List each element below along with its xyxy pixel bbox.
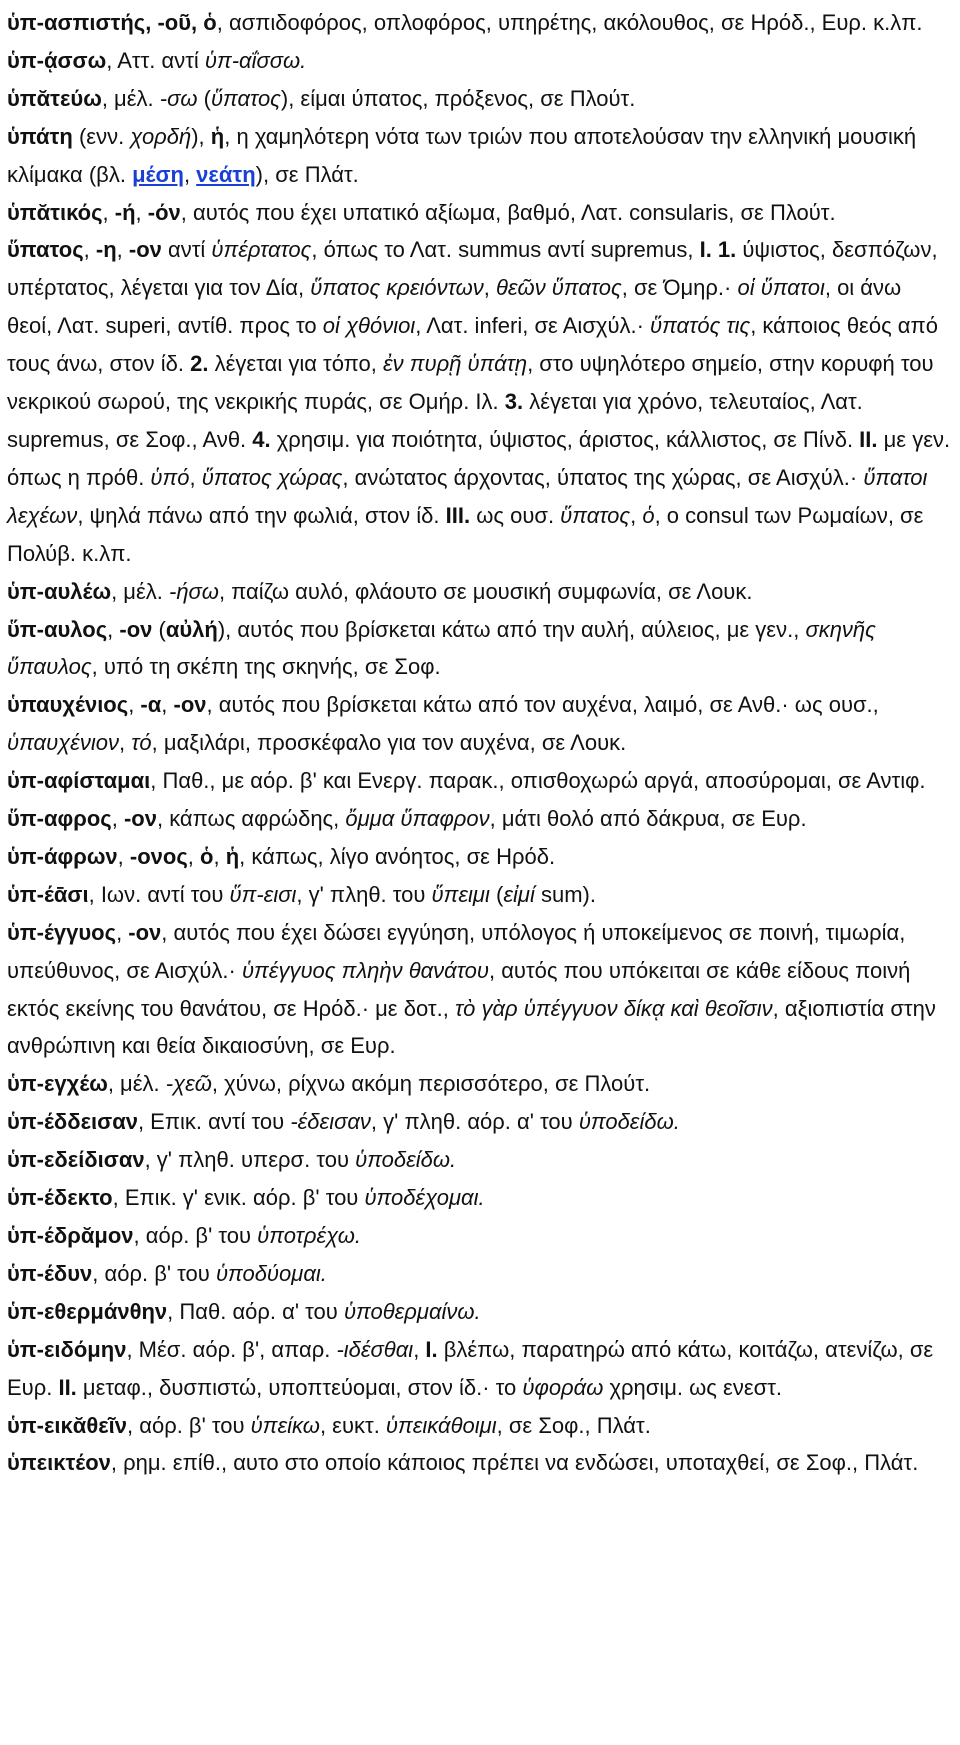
entry-italic-text: οἱ χθόνιοι xyxy=(322,313,416,339)
entry-bold-text: -ον xyxy=(123,806,157,832)
entry-text: , xyxy=(213,843,226,869)
dictionary-entry xyxy=(7,1331,952,1407)
entry-italic-text: -χεῶ xyxy=(165,1071,212,1097)
entry-bold-text: 4. xyxy=(252,426,271,452)
entry-text: , χύνω, ρίχνω ακόμη περισσότερο, σε Πλούτ. xyxy=(211,1071,651,1097)
entry-italic-text: ὄμμα ὕπαφρον xyxy=(345,806,490,832)
entry-text: χρησιμ. ως ενεστ. xyxy=(603,1374,783,1400)
entry-italic-text: ὑποδύομαι. xyxy=(215,1260,327,1286)
entry-text: , κάπως αφρώδης, xyxy=(156,806,346,832)
entry-headword: ὑπ-έδρᾰμον xyxy=(7,1223,134,1248)
entry-italic-text: τό xyxy=(131,730,152,756)
entry-headword: ὑπ-ασπιστής, -οῦ, ὁ xyxy=(7,10,217,35)
entry-text: , ο consul των Ρωμαίων, σε Πολύβ. κ.λπ. xyxy=(7,502,924,566)
entry-headword: ὑπ-έᾱσι xyxy=(7,881,89,907)
entry-italic-text: ὑπείκω xyxy=(250,1412,320,1438)
entry-headword: ὕπ-αυλος xyxy=(7,616,108,642)
entry-bold-text: 3. xyxy=(504,389,524,415)
dictionary-entry xyxy=(7,800,952,838)
entry-italic-text: ὑποδείδω. xyxy=(578,1109,680,1135)
entry-text: , μέλ. xyxy=(111,578,169,604)
entry-text: , παίζω αυλό, φλάουτο σε μουσική συμφωνία, σε Λουκ. xyxy=(218,578,753,604)
entry-text: , μέλ. xyxy=(101,85,160,111)
entry-text: , xyxy=(111,806,124,832)
entry-italic-text: ὑποτρέχω. xyxy=(257,1223,361,1248)
entry-text: , αόρ. β' του xyxy=(127,1412,251,1438)
dictionary-entry xyxy=(7,1293,952,1331)
entry-italic-text: ὑπό xyxy=(150,464,190,490)
entry-headword: ὑπᾰτικός xyxy=(7,199,103,225)
entry-bold-text: I. 1. xyxy=(699,237,737,263)
entry-italic-text: ὕπατός τις xyxy=(650,313,751,339)
entry-text: , xyxy=(187,843,201,869)
entry-text: βλέπω, παρατηρώ από κάτω, κοιτάζω, ατενίζω, σε Ευρ. xyxy=(7,1336,934,1400)
entry-bold-text: -ον xyxy=(173,692,207,718)
entry-text: , μαξιλάρι, προσκέφαλο για τον αυχένα, σε Λουκ. xyxy=(151,730,627,756)
entry-text: , xyxy=(116,919,129,945)
entry-text: , Λατ. inferi, σε Αισχύλ.· xyxy=(415,313,651,339)
entry-text: λέγεται για χρόνο, τελευταίος, Λατ. supremus, σε Σοφ., Ανθ. xyxy=(7,389,863,452)
entry-text: , γ' πληθ. του xyxy=(296,881,432,907)
entry-bold-text: -ή xyxy=(114,199,136,225)
entry-headword: ὑπάτη xyxy=(7,123,73,149)
entry-text: μεταφ., δυσπιστώ, υποπτεύομαι, στον ίδ.· το xyxy=(76,1374,523,1400)
entry-italic-text: ὑπ-αΐσσω. xyxy=(204,47,307,73)
entry-italic-text: ὕπατος xyxy=(560,502,631,528)
entry-italic-text: -ιδέσθαι xyxy=(336,1336,414,1362)
entry-text: , xyxy=(118,730,132,756)
entry-text: , xyxy=(630,502,643,528)
entry-italic-text: -ήσω xyxy=(169,578,219,604)
entry-text: ως ουσ. xyxy=(470,502,561,528)
entry-italic-text: ὑπεικάθοιμι xyxy=(385,1412,497,1438)
entry-text: , κάποιος θεός από τους άνω, στον ίδ. xyxy=(7,313,938,377)
entry-text: , οι άνω θεοί, Λατ. superi, αντίθ. προς το xyxy=(7,275,902,339)
entry-text: , γ' πληθ. αόρ. α' του xyxy=(370,1109,579,1135)
entry-text: χρησιμ. για ποιότητα, ύψιστος, άριστος, κάλλιστος, σε Πίνδ. xyxy=(270,426,860,452)
entry-headword: ὕπατος xyxy=(7,237,84,263)
entry-bold-text: -όν xyxy=(147,199,181,225)
cross-reference-link[interactable]: νεάτη xyxy=(196,161,256,187)
entry-text: , xyxy=(117,843,130,869)
entry-headword: ὑπ-ειδόμην xyxy=(7,1336,127,1362)
entry-bold-text: I. xyxy=(425,1336,438,1362)
entry-text: , σε Σοφ., Πλάτ. xyxy=(496,1412,651,1438)
entry-text: ύψιστος, δεσπόζων, υπέρτατος, λέγεται για τον Δία, xyxy=(7,237,938,301)
entry-text: , κάπως, λίγο ανόητος, σε Ηρόδ. xyxy=(239,843,556,869)
entry-italic-text: ἐν πυρῇ ὑπάτῃ xyxy=(383,351,528,377)
entry-bold-text: III. xyxy=(445,502,471,528)
entry-italic-text: ὕπατος χώρας xyxy=(201,464,343,490)
entry-headword: ὑπ-εδείδισαν xyxy=(7,1147,145,1173)
entry-headword: ὑπ-εικᾰθεῖν xyxy=(7,1412,128,1438)
entry-text: , xyxy=(116,237,129,263)
entry-text: , υπό τη σκέπη της σκηνής, σε Σοφ. xyxy=(91,654,441,680)
entry-text: , ψηλά πάνω από την φωλιά, στον ίδ. xyxy=(77,502,446,528)
entry-italic-text: ὑφοράω xyxy=(522,1374,604,1400)
dictionary-entry xyxy=(7,1179,952,1217)
entry-headword: ὑπ-ᾴσσω xyxy=(7,47,107,73)
entry-text: , μέλ. xyxy=(107,1071,166,1097)
entry-headword: ὑπ-έδυν xyxy=(7,1260,93,1286)
entry-bold-text: II. xyxy=(58,1374,77,1400)
dictionary-entry xyxy=(7,762,952,800)
entry-italic-text: ὑποδείδω. xyxy=(355,1147,457,1173)
entry-text: , ασπιδοφόρος, οπλοφόρος, υπηρέτης, ακόλουθος, σε Ηρόδ., Ευρ. κ.λπ. xyxy=(216,10,923,35)
entry-text: λέγεται για τόπο, xyxy=(208,351,384,377)
entry-text: , xyxy=(135,199,148,225)
entry-italic-text: τὸ γὰρ ὑπέγγυον δίκᾳ καὶ θεοῖσιν xyxy=(454,995,773,1021)
entry-headword: ὑπ-έδδεισαν xyxy=(7,1109,138,1135)
entry-bold-text: ἡ xyxy=(210,123,225,149)
entry-bold-text: -ον xyxy=(119,616,153,642)
entry-bold-text: -ονος xyxy=(129,843,188,869)
entry-text: ( xyxy=(197,85,211,111)
dictionary-entry xyxy=(7,1217,952,1255)
entry-text: , μάτι θολό από δάκρυα, σε Ευρ. xyxy=(489,806,807,832)
dictionary-entry xyxy=(7,4,952,42)
entry-headword: ὑπαυχένιος xyxy=(7,692,129,718)
dictionary-entry xyxy=(7,876,952,914)
entry-text: , xyxy=(413,1336,426,1362)
entry-italic-text: -σω xyxy=(159,85,198,111)
entry-text: , αυτός που υπόκειται σε κάθε είδους ποινή εκτός εκείνης του θανάτου, σε Ηρόδ.· με δοτ., xyxy=(7,957,911,1021)
entry-text: ), xyxy=(191,123,211,149)
entry-italic-text: θεῶν ὕπατος xyxy=(495,275,622,301)
entry-text: , ευκτ. xyxy=(319,1412,386,1438)
entry-text: ), σε Πλάτ. xyxy=(255,161,359,187)
entry-text: , xyxy=(128,692,141,718)
entry-italic-text: εἰμί xyxy=(503,881,535,907)
entry-headword: ὑπ-εγχέω xyxy=(7,1071,108,1097)
entry-text: , xyxy=(83,237,96,263)
dictionary-entry xyxy=(7,573,952,611)
entry-text: , Παθ. αόρ. α' του xyxy=(167,1298,344,1324)
dictionary-entry xyxy=(7,42,952,80)
entry-headword: ὑπ-εθερμάνθην xyxy=(7,1298,168,1324)
entry-text: , Μέσ. αόρ. β', απαρ. xyxy=(126,1336,337,1362)
entry-headword: ὑπ-αφίσταμαι xyxy=(7,768,151,794)
entry-italic-text: ὑποδέχομαι. xyxy=(364,1185,485,1211)
entry-text: , αόρ. β' του xyxy=(92,1260,216,1286)
dictionary-entry xyxy=(7,1103,952,1141)
dictionary-entry xyxy=(7,1444,952,1482)
entry-italic-text: ὑπέγγυος πληὴν θανάτου xyxy=(241,957,489,983)
entry-bold-text: ἡ xyxy=(225,843,240,869)
dictionary-entry xyxy=(7,80,952,118)
entry-text: , αυτός που έχει υπατικό αξίωμα, βαθμό, Λατ. consularis, σε Πλούτ. xyxy=(180,199,836,225)
entry-text: , η χαμηλότερη νότα των τριών που αποτελούσαν την ελληνική μουσική κλίμακα (βλ. xyxy=(7,123,917,187)
entry-text: (ενν. xyxy=(72,123,131,149)
entry-bold-text: -η xyxy=(95,237,117,263)
dictionary-entry xyxy=(7,838,952,876)
entry-italic-text: ὁ xyxy=(642,502,655,528)
entry-text: ( xyxy=(489,881,504,907)
entry-text: , γ' πληθ. υπερσ. του xyxy=(144,1147,356,1173)
entry-text: , xyxy=(483,275,496,301)
entry-text: ), αυτός που βρίσκεται κάτω από την αυλή, αύλειος, με γεν., xyxy=(217,616,806,642)
entry-bold-text: 2. xyxy=(190,351,209,377)
entry-bold-text: -ον xyxy=(128,237,162,263)
entry-italic-text: -έδεισαν xyxy=(290,1109,371,1135)
entry-text: , αυτός που έχει δώσει εγγύηση, υπόλογος ή υποκείμενος σε ποινή, τιμωρία, υπεύθυνος, σε Αισχύλ.· xyxy=(7,919,906,983)
entry-text: , xyxy=(189,464,202,490)
entry-text: , ανώτατος άρχοντας, ύπατος της χώρας, σε Αισχύλ.· xyxy=(342,464,864,490)
entry-text: , Επικ. γ' ενικ. αόρ. β' του xyxy=(112,1185,365,1211)
entry-italic-text: ὕπατος xyxy=(210,85,281,111)
entry-text: , xyxy=(183,161,197,187)
entry-text: , στο υψηλότερο σημείο, στην κορυφή του νεκρικού σωρού, της νεκρικής πυράς, σε Ομήρ. Ιλ. xyxy=(7,351,934,415)
dictionary-entry xyxy=(7,914,952,1066)
entry-headword: ὑπ-έδεκτο xyxy=(7,1185,113,1211)
entry-italic-text: ὕπ-εισι xyxy=(229,881,297,907)
dictionary-entry xyxy=(7,118,952,194)
entry-bold-text: -α xyxy=(140,692,162,718)
entry-italic-text: ὕπατος κρειόντων xyxy=(310,275,484,301)
entry-text: , αυτός που βρίσκεται κάτω από τον αυχένα, λαιμό, σε Ανθ.· ως ουσ., xyxy=(206,692,879,718)
entry-text: με γεν. όπως η πρόθ. xyxy=(7,426,951,490)
entry-text: , Επικ. αντί του xyxy=(137,1109,291,1135)
entry-text: αντί xyxy=(161,237,212,263)
entry-headword: ὑπ-αυλέω xyxy=(7,578,112,604)
entry-text: , xyxy=(102,199,115,225)
dictionary-entry xyxy=(7,194,952,232)
entry-text: , σε Όμηρ.· xyxy=(621,275,738,301)
entry-italic-text: ὕπειμι xyxy=(431,881,490,907)
dictionary-entry xyxy=(7,1065,952,1103)
entry-text: , xyxy=(107,616,120,642)
cross-reference-link[interactable]: μέση xyxy=(132,161,184,187)
entry-headword: ὕπ-αφρος xyxy=(7,806,112,832)
entry-text: , Παθ., με αόρ. β' και Ενεργ. παρακ., οπισθοχωρώ αργά, αποσύρομαι, σε Αντιφ. xyxy=(150,768,926,794)
entry-headword: ὑπᾰτεύω xyxy=(7,85,102,111)
entry-bold-text: II. xyxy=(859,426,878,452)
entry-headword: ὑπ-έγγυος xyxy=(7,919,117,945)
entry-bold-text: ὁ xyxy=(200,843,214,869)
entry-text: , xyxy=(161,692,174,718)
entry-italic-text: σκηνῆς ὕπαυλος xyxy=(7,616,876,680)
entry-text: , Αττ. αντί xyxy=(106,47,205,73)
entry-text: , Ιων. αντί του xyxy=(88,881,230,907)
entry-text: , ρημ. επίθ., αυτο στο οποίο κάποιος πρέπει να ενδώσει, υποταχθεί, σε Σοφ., Πλάτ. xyxy=(110,1450,919,1476)
entry-headword: ὑπεικτέον xyxy=(7,1450,111,1476)
entry-text: , αξιοπιστία στην ανθρώπινη και θεία δικαιοσύνη, σε Ευρ. xyxy=(7,995,936,1059)
entry-italic-text: ὑπαυχένιον xyxy=(7,730,119,756)
entry-text: ( xyxy=(152,616,166,642)
entry-text: ), είμαι ύπατος, πρόξενος, σε Πλούτ. xyxy=(280,85,636,111)
entry-italic-text: ὕπατοι λεχέων xyxy=(7,464,928,528)
entry-italic-text: οἱ ὕπατοι xyxy=(737,275,825,301)
dictionary-entry xyxy=(7,1407,952,1445)
entry-bold-text: αὐλή xyxy=(165,616,218,642)
entry-text: sum). xyxy=(534,881,596,907)
entry-headword: ὑπ-άφρων xyxy=(7,843,118,869)
entry-italic-text: ὑποθερμαίνω. xyxy=(343,1298,481,1324)
entry-text: , αόρ. β' του xyxy=(133,1223,258,1248)
dictionary-entry xyxy=(7,611,952,687)
dictionary-entry xyxy=(7,1255,952,1293)
entry-italic-text: ὑπέρτατος xyxy=(211,237,312,263)
entry-italic-text: χορδή xyxy=(130,123,192,149)
dictionary-entry xyxy=(7,1141,952,1179)
dictionary-entry xyxy=(7,686,952,762)
dictionary-entry xyxy=(7,231,952,572)
entry-text: , όπως το Λατ. summus αντί supremus, xyxy=(311,237,700,263)
entry-bold-text: -ον xyxy=(128,919,162,945)
